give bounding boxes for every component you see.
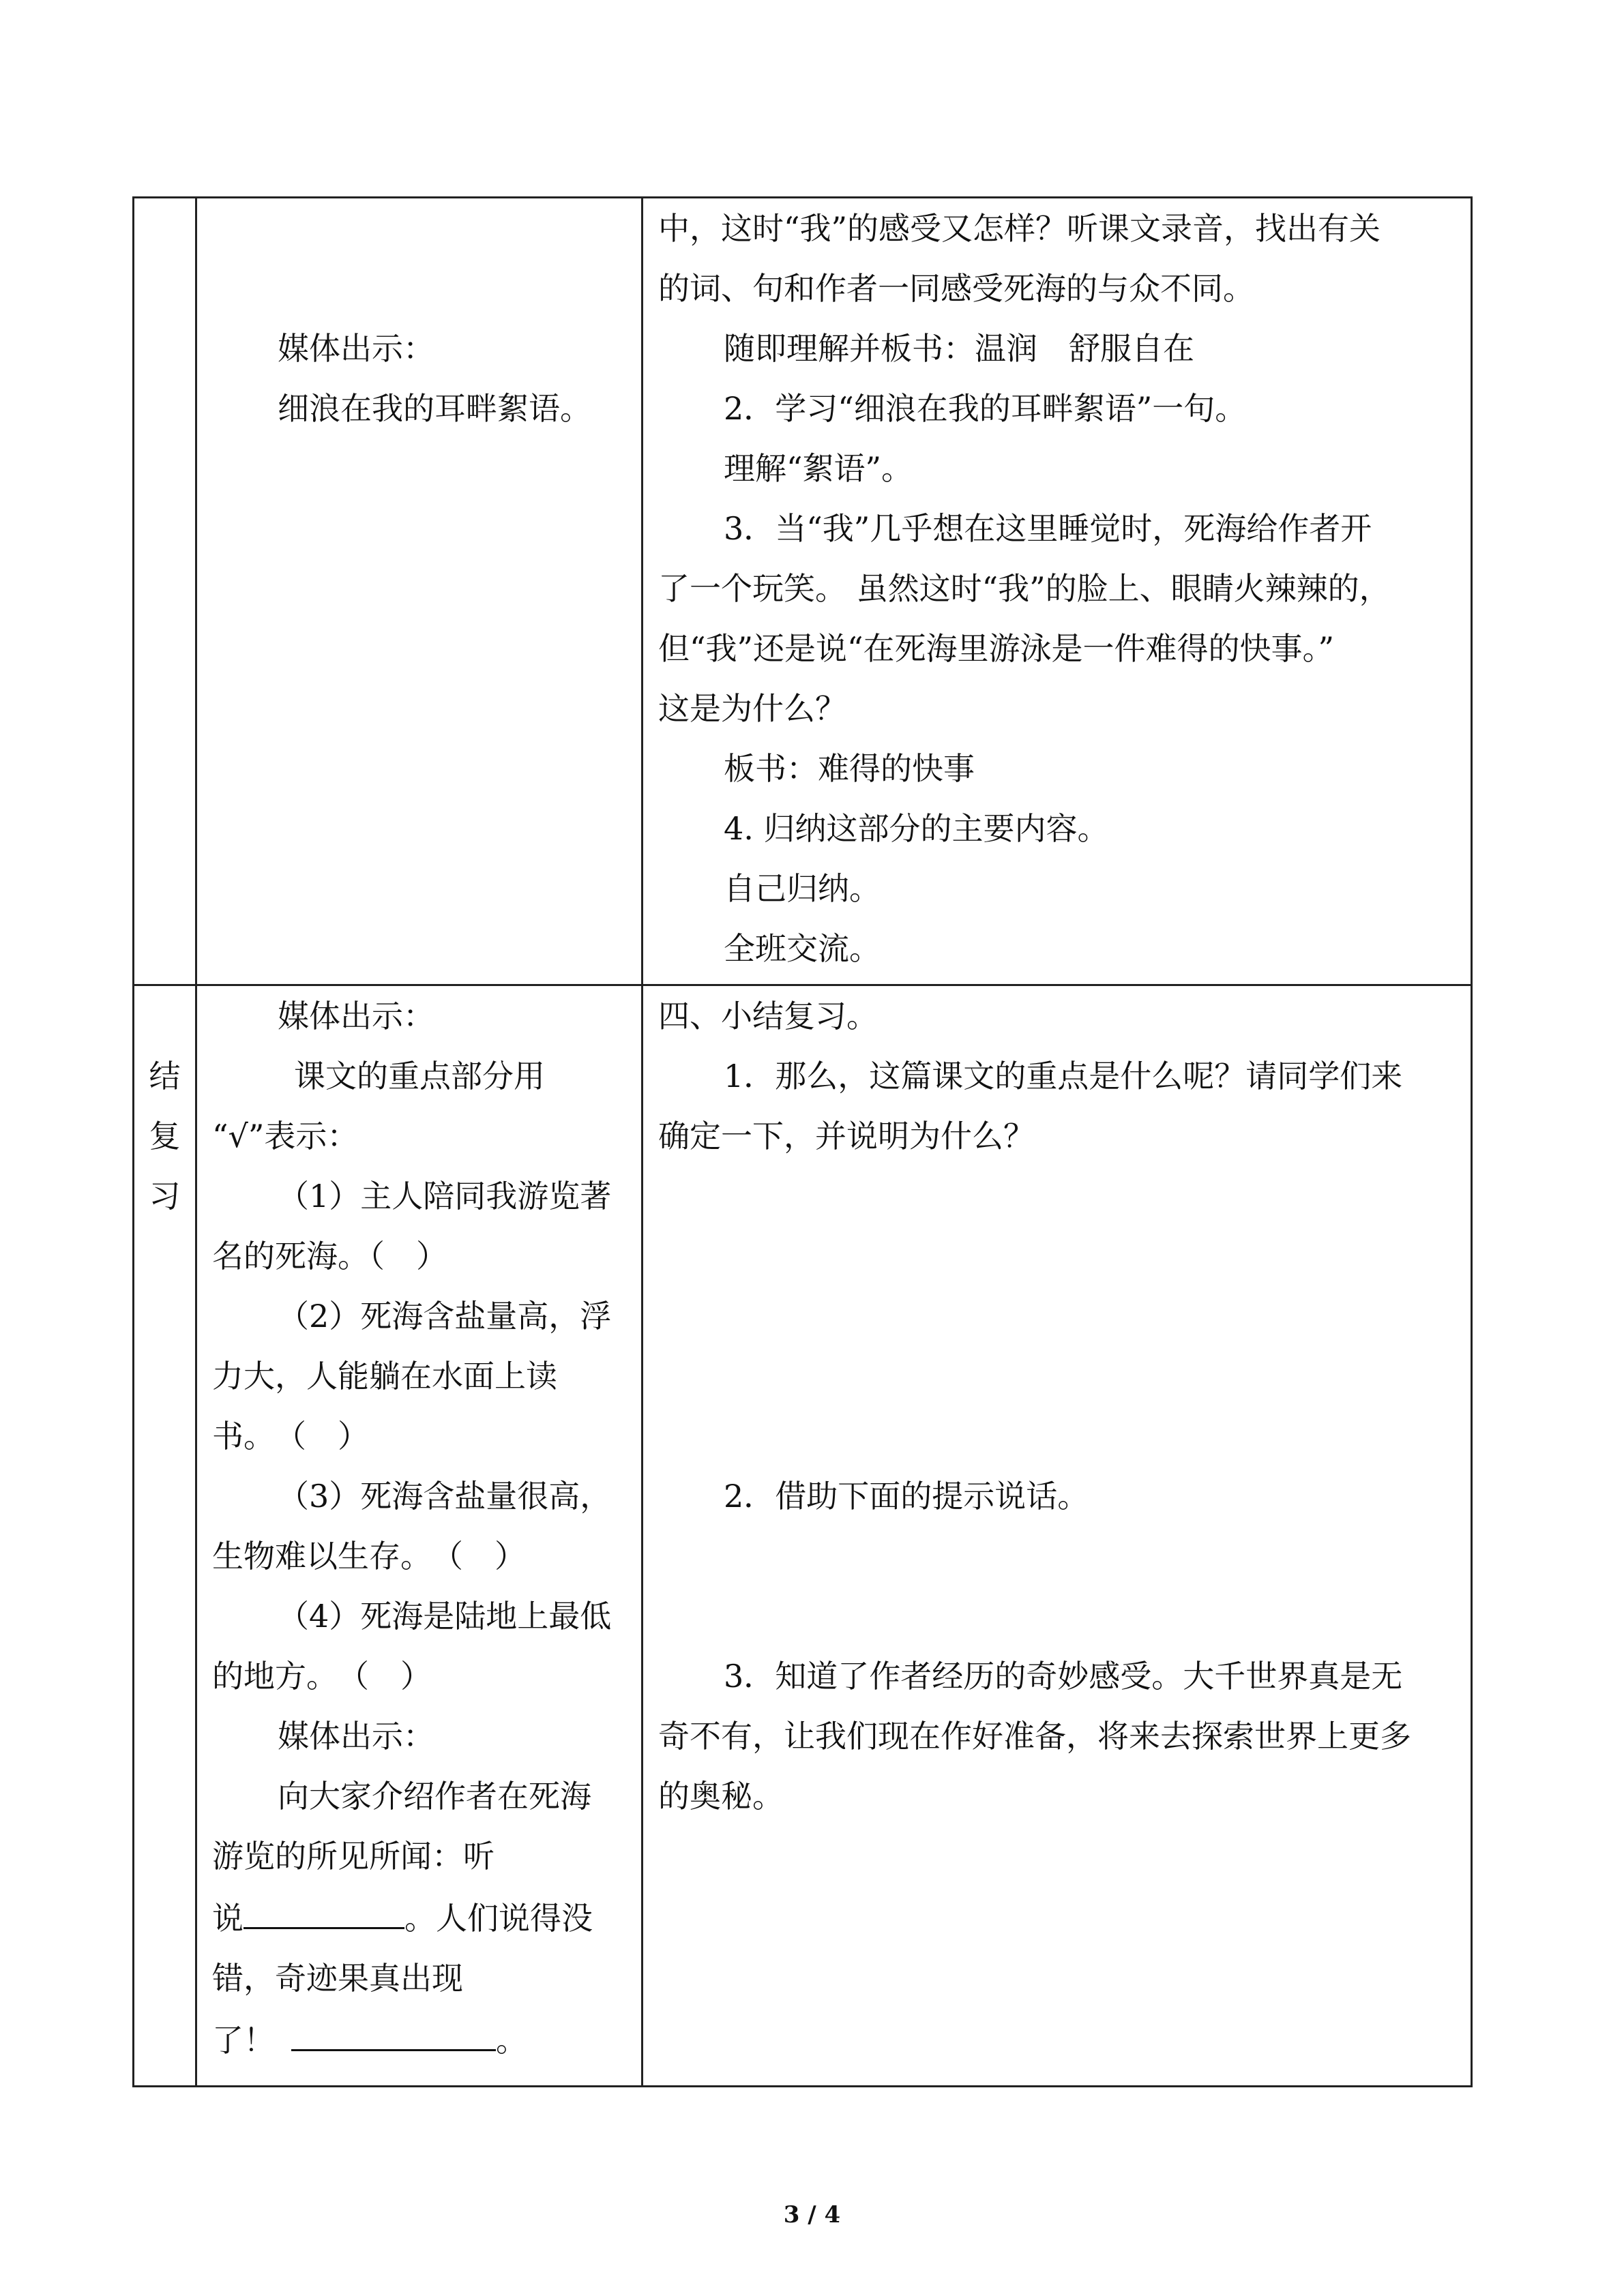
- process-line: 但“我”还是说“在死海里游泳是一件难得的快事。”: [658, 630, 1335, 667]
- process-line: 理解“絮语”。: [724, 450, 913, 487]
- media-line: （2）死海含盐量高，浮: [278, 1298, 612, 1335]
- process-line: 的词、句和作者一同感受死海的与众不同。: [658, 270, 1254, 307]
- process-line: 随即理解并板书：温润 舒服自在: [724, 330, 1194, 367]
- process-line: 全班交流。: [724, 930, 881, 967]
- process-line: 奇不有，让我们现在作好准备，将来去探索世界上更多: [658, 1718, 1411, 1755]
- media-line-fill-blank: 了！ 。: [212, 2008, 626, 2070]
- process-line: 1．那么，这篇课文的重点是什么呢？请同学们来: [724, 1058, 1403, 1094]
- stage-cell: [134, 198, 196, 985]
- process-line: 3．知道了作者经历的奇妙感受。大千世界真是无: [724, 1658, 1403, 1695]
- media-line: 书。 （ ）: [212, 1418, 369, 1455]
- media-line: 媒体出示：: [278, 330, 434, 367]
- fill-in-blank: [243, 1886, 404, 1929]
- process-line: 自己归纳。: [724, 870, 881, 907]
- process-line: 4. 归纳这部分的主要内容。: [724, 810, 1109, 847]
- media-line: （3）死海含盐量很高，: [278, 1478, 612, 1515]
- media-line: 媒体出示：: [278, 998, 434, 1034]
- media-cell: [196, 985, 643, 2087]
- page-number: 3 / 4: [783, 2201, 841, 2228]
- media-line: 力大，人能躺在水面上读: [212, 1358, 557, 1395]
- process-line: 板书：难得的快事: [724, 750, 975, 787]
- process-line: 了一个玩笑。 虽然这时“我”的脸上、眼睛火辣辣的，: [658, 570, 1391, 607]
- media-line: 错，奇迹果真出现: [212, 1960, 463, 1997]
- media-line: 细浪在我的耳畔絮语。: [278, 390, 591, 427]
- process-cell: [643, 198, 1472, 985]
- table-row: [134, 198, 1472, 985]
- stage-char: 复: [149, 1118, 181, 1154]
- process-line: 四、小结复习。: [658, 998, 878, 1034]
- media-cell: [196, 198, 643, 985]
- process-line: 中，这时“我”的感受又怎样？听课文录音，找出有关: [658, 210, 1381, 247]
- stage-char: 习: [149, 1178, 181, 1214]
- process-cell: [643, 985, 1472, 2087]
- process-line: 2．借助下面的提示说话。: [724, 1478, 1089, 1515]
- process-line: 2．学习“细浪在我的耳畔絮语”一句。: [724, 390, 1247, 427]
- stage-char: 结: [149, 1058, 181, 1094]
- media-line: 媒体出示：: [278, 1718, 434, 1755]
- media-line: “√”表示：: [212, 1118, 359, 1154]
- lesson-plan-table: [132, 196, 1473, 2087]
- media-line: 生物难以生存。 （ ）: [212, 1538, 526, 1575]
- process-line: 这是为什么？: [658, 690, 846, 727]
- table-row: [134, 985, 1472, 2087]
- process-line: 3．当“我”几乎想在这里睡觉时，死海给作者开: [724, 510, 1372, 547]
- media-line: （1）主人陪同我游览著: [278, 1178, 612, 1214]
- media-line: 的地方。 （ ）: [212, 1658, 432, 1695]
- media-line: （4）死海是陆地上最低: [278, 1598, 612, 1635]
- process-line: 确定一下，并说明为什么？: [658, 1118, 1035, 1154]
- process-line: 的奥秘。: [658, 1778, 784, 1815]
- media-line: 课文的重点部分用: [294, 1058, 545, 1094]
- media-line: 向大家介绍作者在死海: [278, 1778, 591, 1815]
- media-line-fill-blank: 说 。人们说得没: [212, 1886, 626, 1948]
- stage-cell: [134, 985, 196, 2087]
- media-line: 游览的所见所闻：听: [212, 1838, 494, 1875]
- fill-in-blank: [291, 2008, 496, 2051]
- media-line: 名的死海。（ ）: [212, 1238, 447, 1274]
